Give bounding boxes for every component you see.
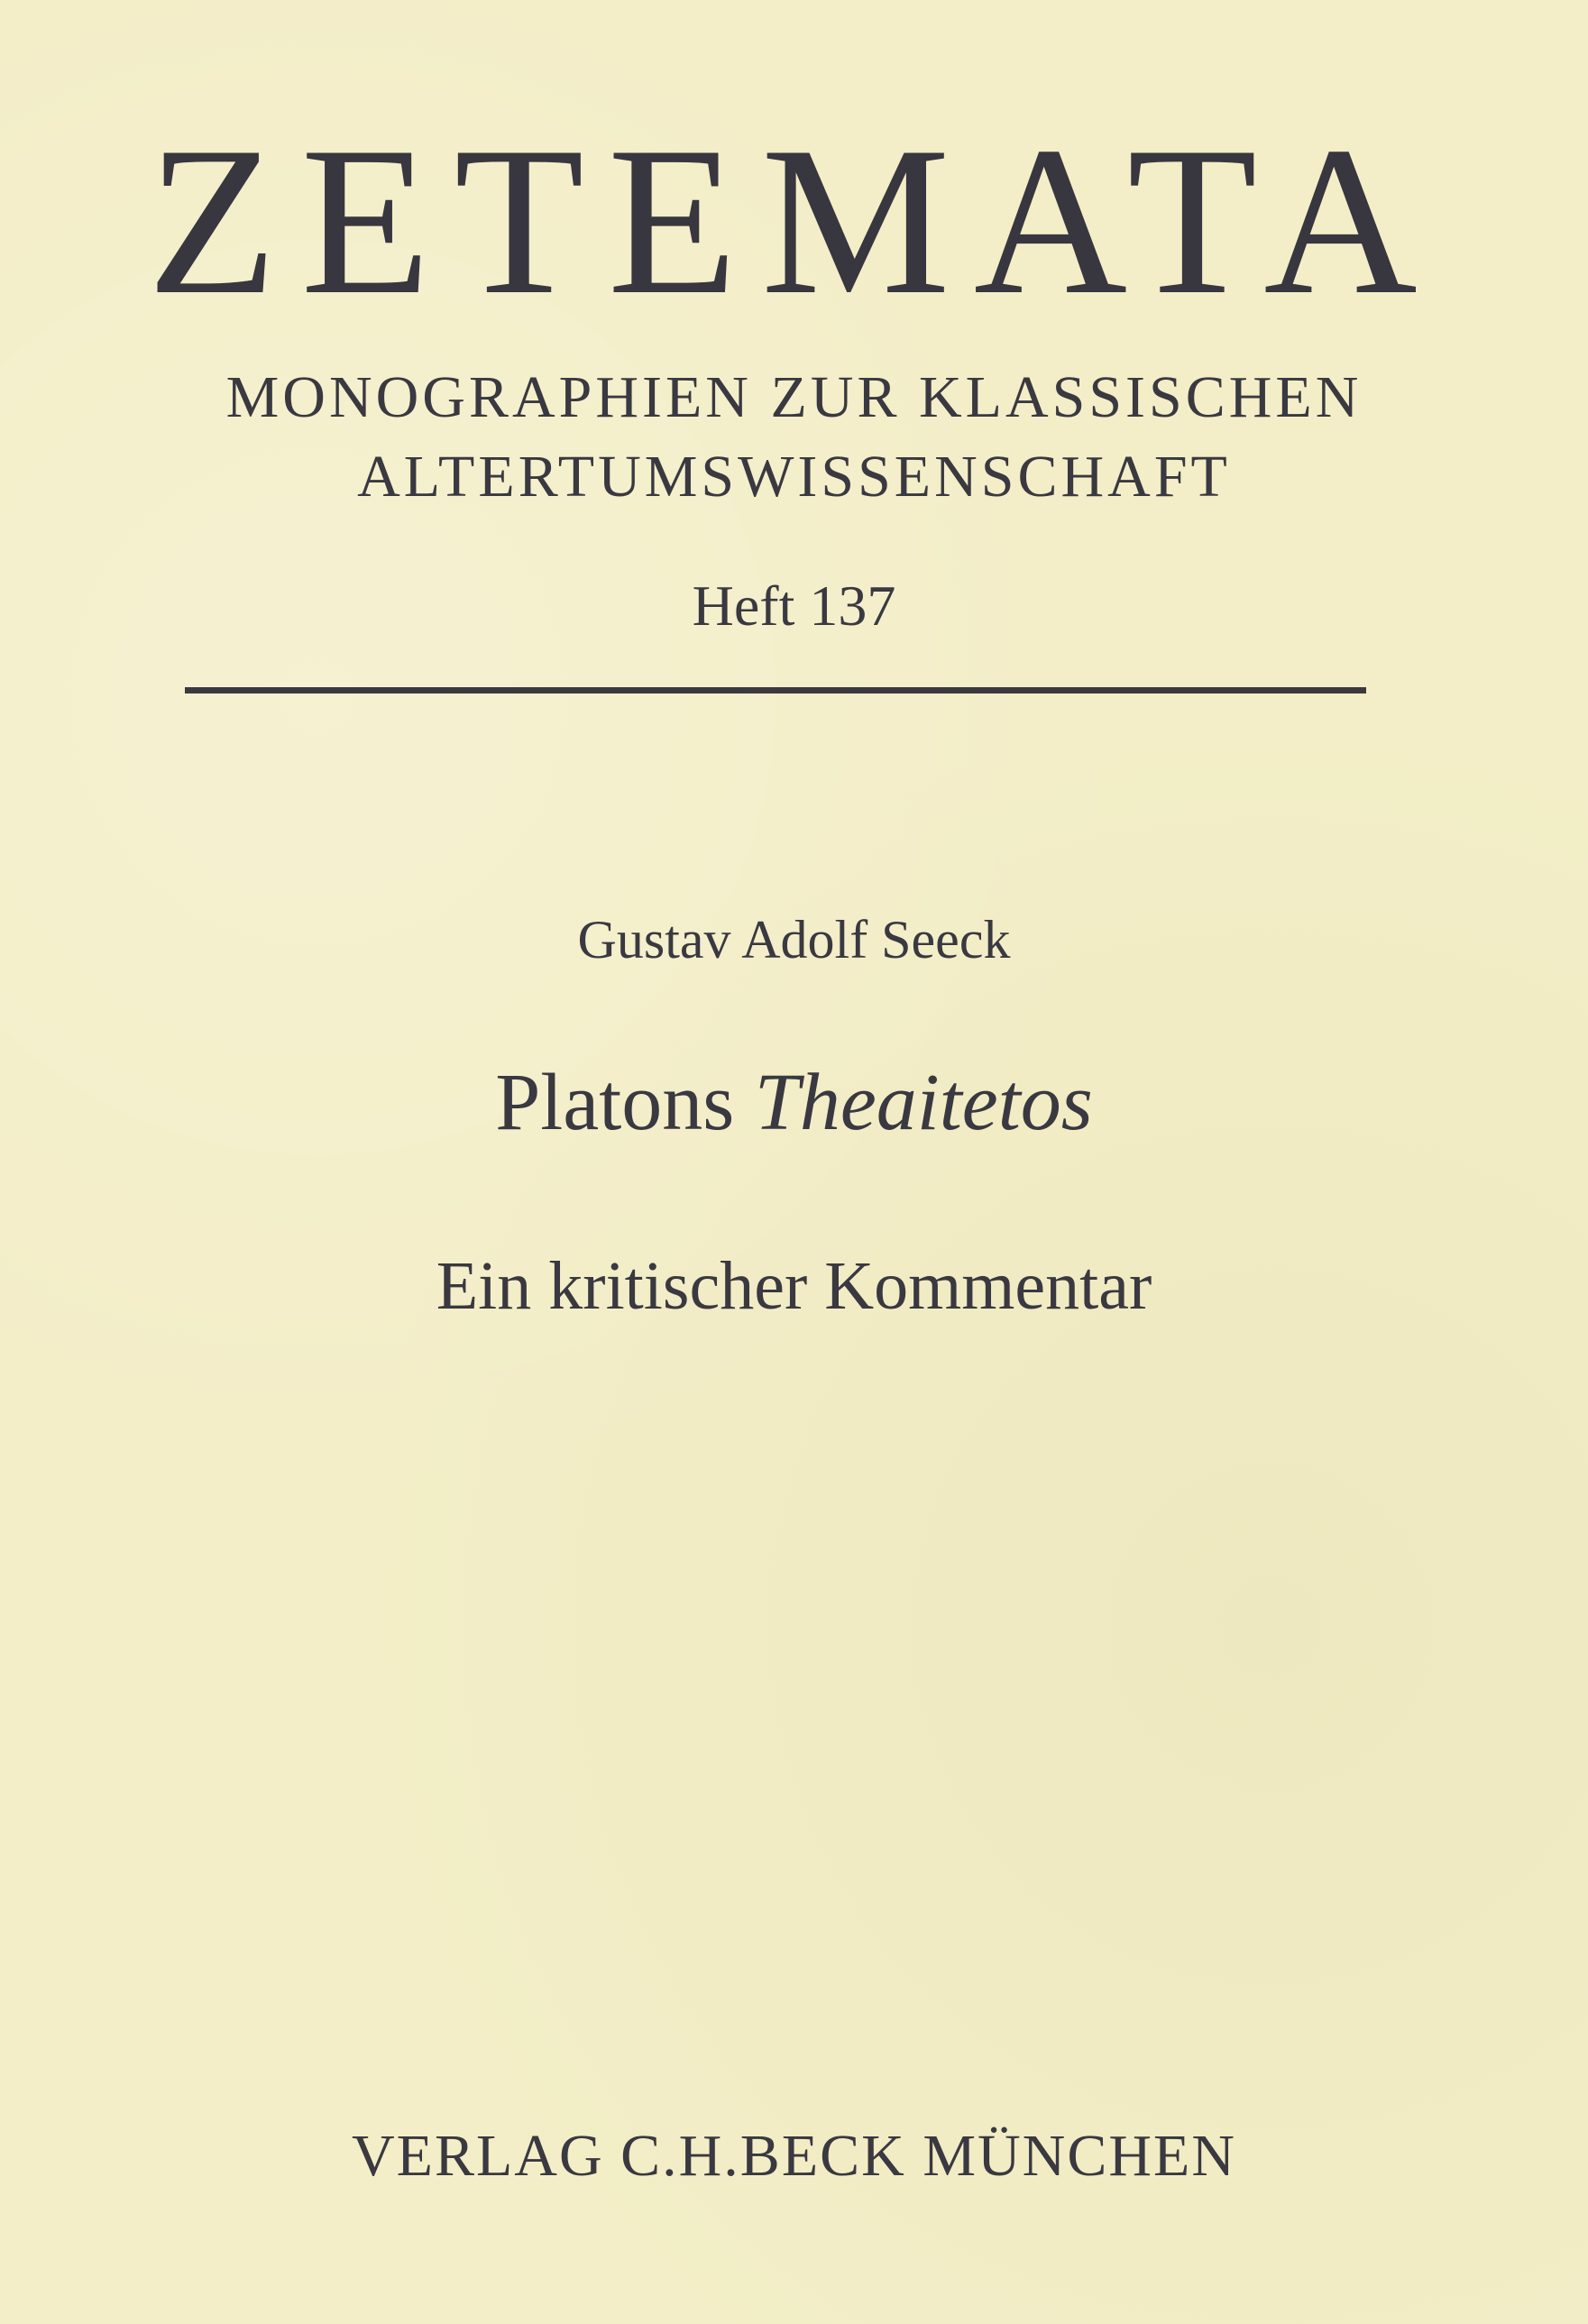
book-title-work: Theaitetos: [754, 1058, 1093, 1147]
author-name: Gustav Adolf Seeck: [577, 910, 1011, 969]
volume-number: Heft 137: [692, 574, 896, 638]
series-title: ZETEMATA: [147, 104, 1441, 339]
horizontal-divider: [185, 687, 1366, 694]
series-subtitle-line-2: ALTERTUMSWISSENSCHAFT: [357, 444, 1231, 510]
publisher-imprint: VERLAG C.H.BECK MÜNCHEN: [351, 2123, 1237, 2189]
book-title-prefix: Platons: [495, 1058, 755, 1147]
book-subtitle: Ein kritischer Kommentar: [436, 1248, 1152, 1324]
book-title: [0, 1058, 1588, 1147]
series-subtitle-line-1: MONOGRAPHIEN ZUR KLASSISCHEN: [225, 364, 1363, 430]
